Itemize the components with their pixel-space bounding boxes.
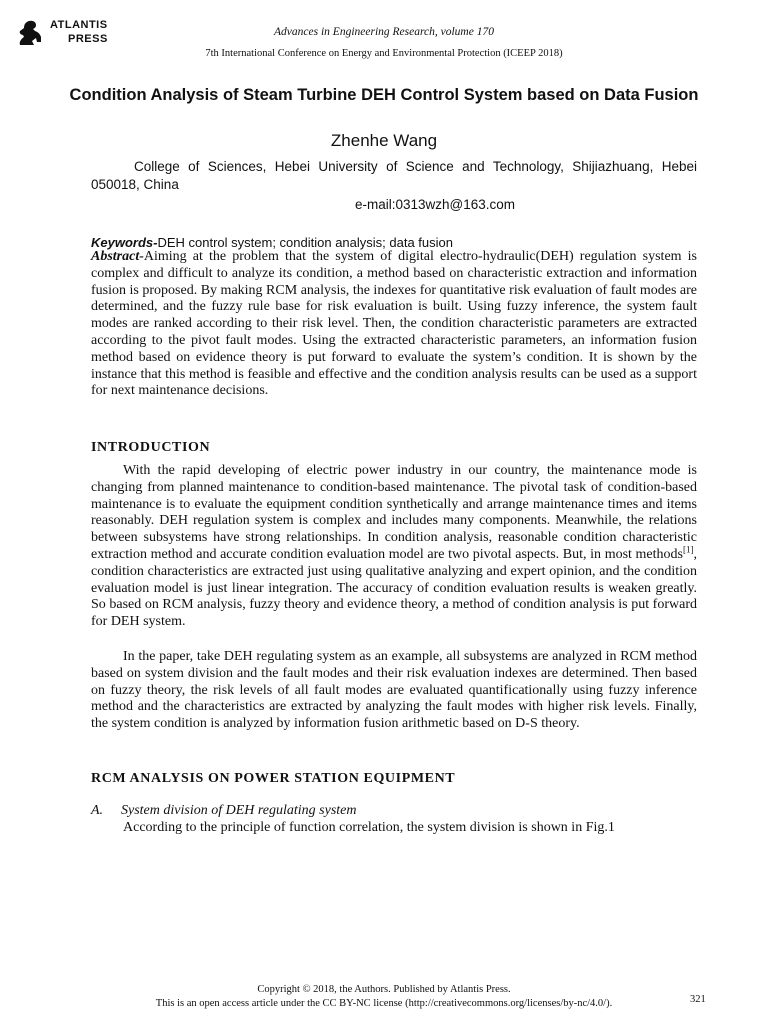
abstract-label: Abstract- bbox=[91, 249, 144, 264]
intro-paragraph-2: In the paper, take DEH regulating system as an example, all subsystems are analyzed in RCM method based on system division and the fault modes and their risk evaluation indexes are determined. Then based on fuzzy theory, the risk levels of all fault modes are evaluated quantificationally using fuzzy inference method and the characteristics are extracted by analyzing the fault modes with higher risk levels. Finally, the system condition is analyzed by information fusion arithmetic based on D-S theory. bbox=[91, 649, 697, 732]
citation-ref: [1] bbox=[683, 544, 694, 555]
publisher-name-line1: ATLANTIS bbox=[50, 19, 108, 31]
abstract-text: Aiming at the problem that the system of digital electro-hydraulic(DEH) regulation system is complex and difficult to analyze its condition, a method based on characteristic extraction and information fusion is proposed. By making RCM analysis, the indexes for quantitative risk evaluation of fault modes are determined, and the fuzzy rule base for risk evaluation is built. Using fuzzy inference, the system fault modes are ranked according to their risk level. Then, the condition characteristic parameters are extracted according to the pivot fault modes. Using the extracted characteristic parameters, an information fusion method based on evidence theory is put forward to evaluate the system’s condition. It is shown by the instance that this method is feasible and effective and the condition analysis results can be used as a support for next maintenance decisions. bbox=[91, 249, 697, 399]
keywords-label: Keywords- bbox=[91, 235, 158, 250]
license-line: This is an open access article under the CC BY-NC license (http://creativecommons.org/licenses/by-nc/4.0/). bbox=[155, 998, 613, 1009]
subsection-a-heading bbox=[91, 803, 357, 819]
publisher-name-line2: PRESS bbox=[68, 33, 108, 45]
copyright-line: Copyright © 2018, the Authors. Published by Atlantis Press. bbox=[257, 984, 511, 995]
keywords-line bbox=[91, 235, 453, 250]
series-title: Advances in Engineering Research, volume 170 bbox=[274, 26, 494, 38]
subsection-a-number: A. bbox=[91, 803, 104, 818]
paper-title: Condition Analysis of Steam Turbine DEH Control System based on Data Fusion bbox=[69, 86, 699, 104]
author-affiliation: College of Sciences, Hebei University of Science and Technology, Shijiazhuang, Hebei 050018, China bbox=[91, 159, 697, 192]
rcm-heading: RCM ANALYSIS ON POWER STATION EQUIPMENT bbox=[91, 771, 456, 786]
intro-paragraph-1 bbox=[91, 463, 697, 631]
intro-p1-text-b: , condition characteristics are extracted just using qualitative analyzing and expert opinion, and the condition evaluation model is just linear integration. The accuracy of condition evaluation results is weaken greatly. So based on RCM analysis, fuzzy theory and evidence theory, a method of condition analysis is put forward for DEH system. bbox=[91, 546, 697, 630]
subsection-a-title: System division of DEH regulating system bbox=[121, 803, 357, 818]
conference-title: 7th International Conference on Energy and Environmental Protection (ICEEP 2018) bbox=[205, 48, 563, 59]
page-number: 321 bbox=[690, 994, 706, 1005]
keywords-text: DEH control system; condition analysis; data fusion bbox=[157, 235, 453, 250]
author-email: e-mail:0313wzh@163.com bbox=[355, 197, 516, 212]
introduction-heading: INTRODUCTION bbox=[91, 440, 211, 455]
author-name: Zhenhe Wang bbox=[330, 131, 438, 150]
intro-p1-text-a: With the rapid developing of electric power industry in our country, the maintenance mode is changing from planned maintenance to condition-based maintenance. The pivotal task of condition-based maintenance is to evaluate the equipment condition synthetically and arrange maintenance times and items reasonably. DEH regulation system is complex and includes many components. Meanwhile, the relations between subsystems have strong relationships. In condition analysis, reasonable condition characteristic extraction method and accurate condition evaluation model are two pivotal aspects. But, in most methods bbox=[91, 463, 697, 562]
abstract bbox=[91, 249, 697, 400]
subsection-a-text: According to the principle of function correlation, the system division is shown in Fig.1 bbox=[123, 820, 615, 835]
